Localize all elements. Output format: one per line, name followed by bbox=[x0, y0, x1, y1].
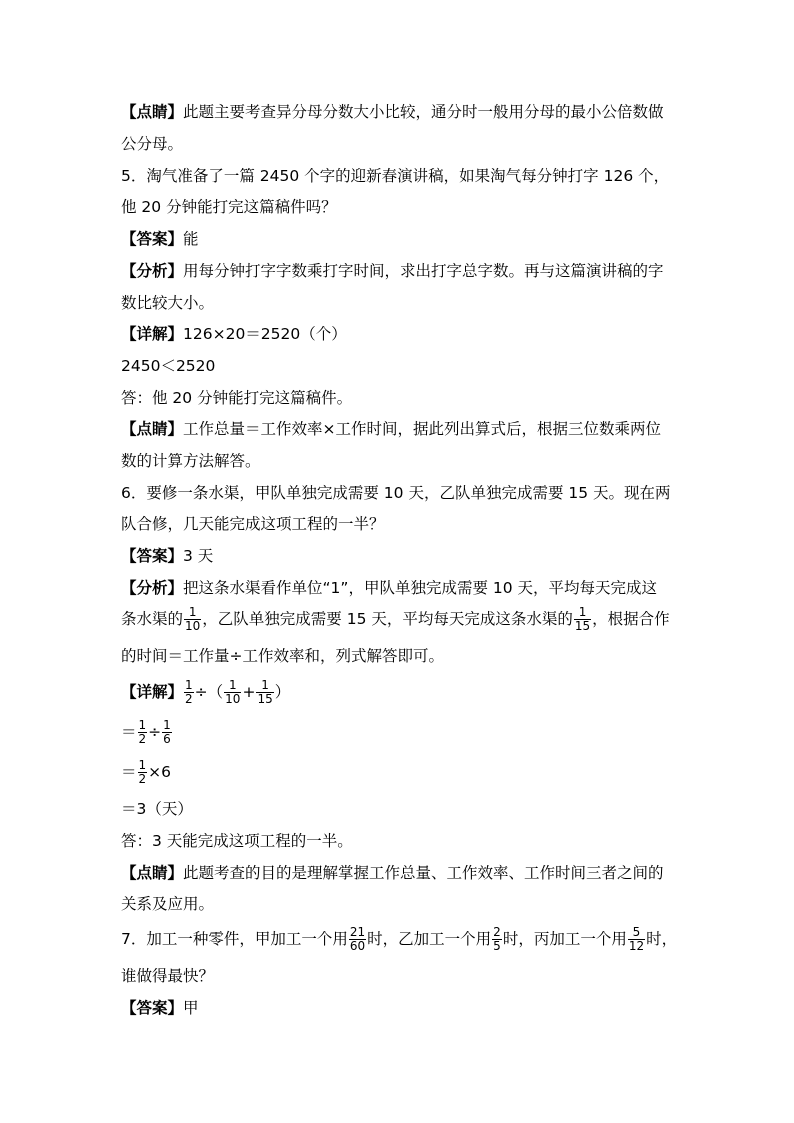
tag-fenxi: 【分析】 bbox=[121, 579, 184, 597]
text: ） bbox=[274, 683, 291, 701]
text: 的时间＝工作量÷工作效率和，列式解答即可。 bbox=[121, 647, 444, 665]
fraction-one-fifteenth: $\frac{1}{15}$ bbox=[257, 678, 273, 706]
solution-line bbox=[121, 356, 681, 376]
fraction-one-half: $\frac{1}{2}$ bbox=[185, 678, 193, 706]
tag-xiangjie: 【详解】 bbox=[121, 325, 184, 343]
analysis-line bbox=[121, 261, 681, 281]
text: 7．加工一种零件，甲加工一个用 bbox=[121, 930, 348, 948]
text: 关系及应用。 bbox=[121, 895, 215, 913]
tag-fenxi: 【分析】 bbox=[121, 262, 184, 280]
text: ×6 bbox=[148, 763, 172, 781]
reply-line bbox=[121, 831, 681, 851]
tag-daan: 【答案】 bbox=[121, 999, 184, 1017]
answer-line bbox=[121, 229, 681, 249]
question-7-line bbox=[121, 966, 681, 986]
text: 时，丙加工一个用 bbox=[502, 930, 627, 948]
fraction-one-sixth: $\frac{1}{6}$ bbox=[163, 718, 171, 746]
plus-sign: + bbox=[242, 683, 256, 701]
tag-dianjing: 【点睛】 bbox=[121, 103, 184, 121]
fraction-one-half: $\frac{1}{2}$ bbox=[138, 718, 147, 746]
fraction-21-60: $\frac{21}{60}$ bbox=[349, 925, 366, 953]
tag-dianjing: 【点睛】 bbox=[121, 420, 184, 438]
text: 队合修，几天能完成这项工程的一半？ bbox=[121, 515, 385, 533]
point-note-line bbox=[121, 419, 681, 439]
point-note-line bbox=[121, 134, 681, 154]
divide-sign: ÷ bbox=[148, 723, 162, 741]
text: ，乙队单独完成需要 15 天，平均每天完成这条水渠的 bbox=[202, 610, 573, 628]
question-7-line bbox=[121, 926, 681, 953]
fraction-one-tenth: $\frac{1}{10}$ bbox=[185, 605, 201, 633]
solution-line bbox=[121, 799, 681, 819]
answer-line bbox=[121, 546, 681, 566]
text: ，根据合作 bbox=[592, 610, 670, 628]
answer-line bbox=[121, 998, 681, 1018]
question-5-line bbox=[121, 197, 681, 217]
text: 此题主要考查异分母分数大小比较，通分时一般用分母的最小公倍数做 bbox=[183, 103, 664, 121]
text: 答：他 20 分钟能打完这篇稿件。 bbox=[121, 389, 353, 407]
text: 工作总量＝工作效率×工作时间，据此列出算式后，根据三位数乘两位 bbox=[183, 420, 662, 438]
reply-line bbox=[121, 388, 681, 408]
tag-xiangjie: 【详解】 bbox=[121, 683, 184, 701]
point-note-line bbox=[121, 863, 681, 883]
equals-sign: ＝ bbox=[121, 723, 137, 741]
tag-dianjing: 【点睛】 bbox=[121, 864, 184, 882]
question-5-line bbox=[121, 166, 681, 186]
text: 时，乙加工一个用 bbox=[367, 930, 492, 948]
text: 数的计算方法解答。 bbox=[121, 452, 261, 470]
tag-daan: 【答案】 bbox=[121, 547, 184, 565]
text: 时， bbox=[646, 930, 678, 948]
text: 能 bbox=[183, 230, 199, 248]
text: ÷（ bbox=[194, 683, 224, 701]
fraction-2-5: $\frac{2}{5}$ bbox=[493, 925, 501, 953]
text: 6．要修一条水渠，甲队单独完成需要 10 天，乙队单独完成需要 15 天。现在两 bbox=[121, 484, 671, 502]
text: 把这条水渠看作单位“1”，甲队单独完成需要 10 天，平均每天完成这 bbox=[183, 579, 658, 597]
solution-line bbox=[121, 324, 681, 344]
analysis-line bbox=[121, 606, 681, 633]
analysis-line bbox=[121, 293, 681, 313]
text: 甲 bbox=[183, 999, 199, 1017]
solution-line bbox=[121, 679, 681, 706]
text: 此题考查的目的是理解掌握工作总量、工作效率、工作时间三者之间的 bbox=[183, 864, 664, 882]
text: 5．淘气准备了一篇 2450 个字的迎新春演讲稿，如果淘气每分钟打字 126 个， bbox=[121, 167, 670, 185]
analysis-line bbox=[121, 646, 681, 666]
equals-sign: ＝ bbox=[121, 763, 137, 781]
text: 3 天 bbox=[183, 547, 214, 565]
text: 条水渠的 bbox=[121, 610, 184, 628]
fraction-5-12: $\frac{5}{12}$ bbox=[628, 925, 645, 953]
question-6-line bbox=[121, 483, 681, 503]
solution-line bbox=[121, 759, 681, 786]
tag-daan: 【答案】 bbox=[121, 230, 184, 248]
text: 谁做得最快？ bbox=[121, 967, 215, 985]
text: 他 20 分钟能打完这篇稿件吗？ bbox=[121, 198, 337, 216]
point-note-line bbox=[121, 894, 681, 914]
solution-line bbox=[121, 719, 681, 746]
text: 2450＜2520 bbox=[121, 357, 216, 375]
analysis-line bbox=[121, 578, 681, 598]
point-note-line bbox=[121, 102, 681, 122]
text: 公分母。 bbox=[121, 135, 184, 153]
text: 126×20＝2520（个） bbox=[183, 325, 347, 343]
text: 数比较大小。 bbox=[121, 294, 215, 312]
point-note-line bbox=[121, 451, 681, 471]
text: ＝3（天） bbox=[121, 800, 193, 818]
text: 答：3 天能完成这项工程的一半。 bbox=[121, 832, 353, 850]
text: 用每分钟打字字数乘打字时间，求出打字总字数。再与这篇演讲稿的字 bbox=[183, 262, 664, 280]
fraction-one-fifteenth: $\frac{1}{15}$ bbox=[574, 605, 591, 633]
fraction-one-half: $\frac{1}{2}$ bbox=[138, 758, 147, 786]
question-6-line bbox=[121, 514, 681, 534]
fraction-one-tenth: $\frac{1}{10}$ bbox=[225, 678, 241, 706]
